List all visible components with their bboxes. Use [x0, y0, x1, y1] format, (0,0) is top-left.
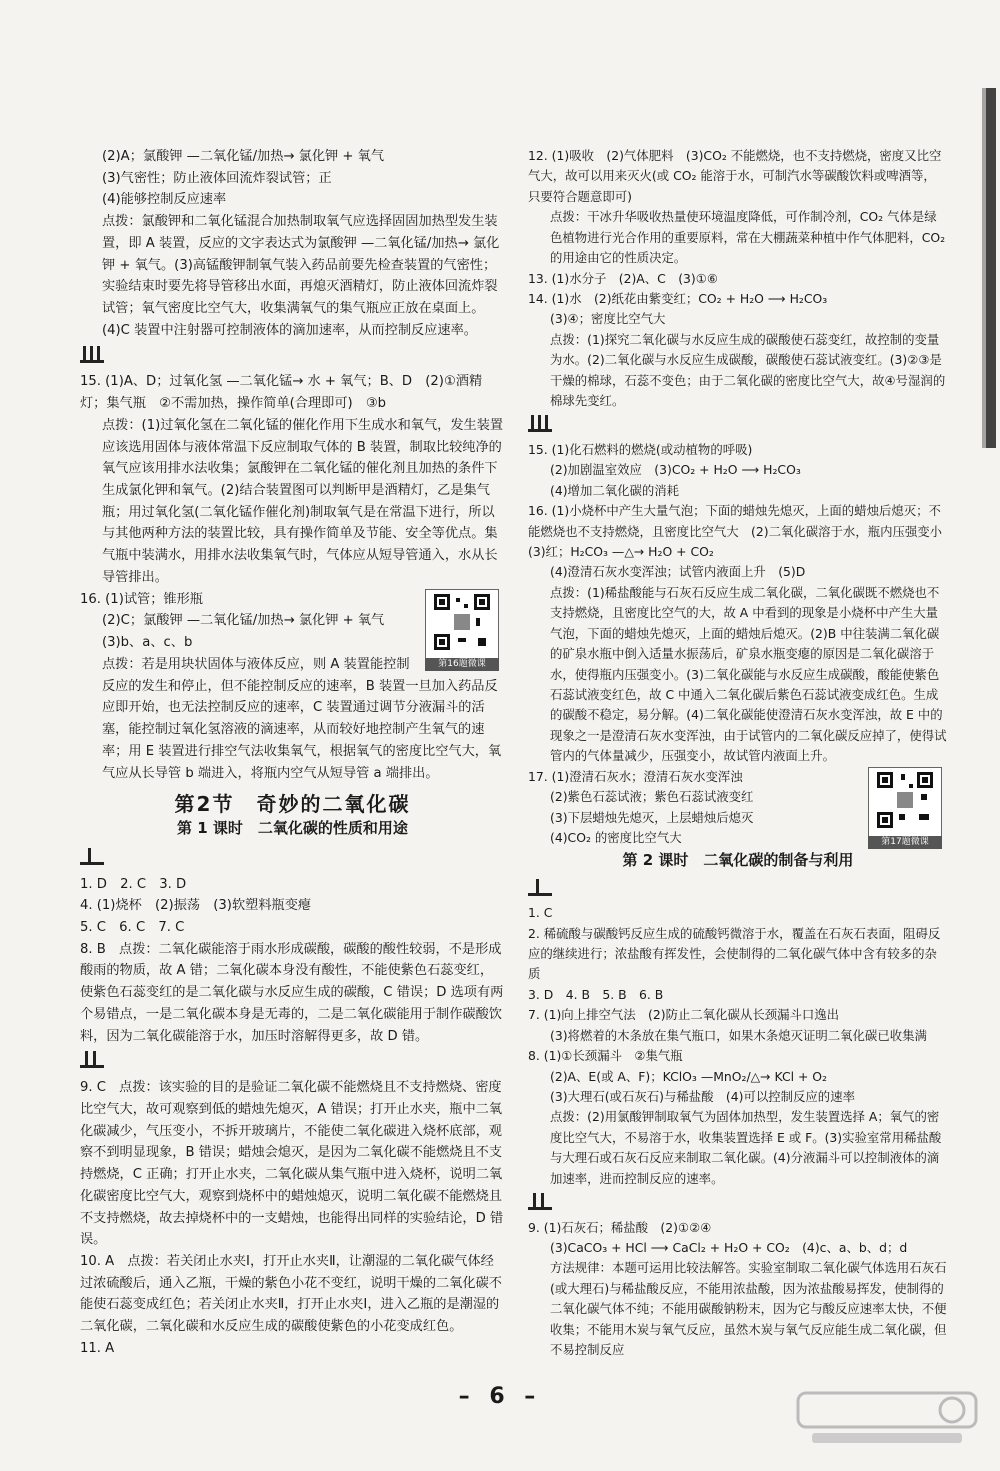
tip-q9: 方法规律：本题可运用比较法解答。实验室制取二氧化碳气体选用石灰石(或大理石)与稀盐酸反应，不能用浓盐酸，因为浓盐酸易挥发，使制得的二氧化碳气体不纯；不能用碳酸钠粉末，因为它与酸反应速率太快，不便收集；不能用木炭与氧气反应，虽然木炭与氧气反应能生成二氧化碳，但不易控制反应 [550, 1260, 947, 1358]
tip-q12: 点拨：干冰升华吸收热量使环境温度降低，可作制冷剂，CO₂ 气体是绿色植物进行光合作用的重要原料，常在大棚蔬菜种植中作气体肥料，CO₂ 的用途由它的性质决定。 [550, 209, 946, 266]
answer-line: (4)增加二氧化碳的消耗 [550, 482, 680, 498]
answer-line: 3. D 4. B 5. B 6. B [528, 986, 664, 1002]
tip-q8: 点拨：(2)用氯酸钾制取氧气为固体加热型，发生装置选择 A；氧气的密度比空气大，不易溶于水，收集装置选择 E 或 F。(3)实验室常用稀盐酸与大理石或石灰石反应来制取二氧化碳。(4)分液漏斗可以控制液体的滴加速率，进而控制反应的速率。 [550, 1109, 942, 1186]
binding-shadow [972, 88, 1000, 448]
page-number: – 6 – [458, 1384, 542, 1409]
answer-line: 1. D 2. C 3. D [80, 876, 187, 892]
answer-line: (3)b、a、c、b [102, 635, 193, 651]
level-two-marker [528, 1191, 554, 1211]
answer-q14: 14. (1)水 (2)纸花由紫变红；CO₂ + H₂O ⟶ H₂CO₃ [528, 290, 828, 306]
section-title: 第2节 奇妙的二氧化碳 [174, 792, 411, 817]
answer-line: (3)气密性；防止液体回流炸裂试管；正 [102, 170, 332, 186]
answer-line: (4)能够控制反应速率 [102, 192, 227, 208]
answer-line: (2)紫色石蕊试液；紫色石蕊试液变红 [550, 789, 754, 805]
answer-q1: 1. C [528, 905, 553, 921]
answer-q10: 10. A 点拨：若关闭止水夹Ⅰ，打开止水夹Ⅱ，让潮湿的二氧化碳气体经过浓硫酸后，通入乙瓶，干燥的紫色小花不变红，说明干燥的二氧化碳不能使石蕊变成红色；若关闭止水夹Ⅱ，打开止水夹Ⅰ，进入乙瓶的是潮湿的二氧化碳，二氧化碳和水反应生成的碳酸使紫色的小花变成红色。 [80, 1253, 502, 1335]
level-one-marker [528, 877, 554, 897]
qr-code-q17 [868, 767, 942, 849]
answer-line: (4)CO₂ 的密度比空气大 [550, 829, 682, 845]
answer-q7: 7. (1)向上排空气法 (2)防止二氧化碳从长颈漏斗口逸出 [528, 1007, 840, 1023]
answer-q8: 8. (1)①长颈漏斗 ②集气瓶 [528, 1048, 683, 1064]
left-column [80, 146, 505, 1360]
answer-q12: 12. (1)吸收 (2)气体肥料 (3)CO₂ 不能燃烧，也不支持燃烧，密度又比空气大，故可以用来灭火(或 CO₂ 能溶于水，可制汽水等碳酸饮料或啤酒等，只要符合题意即可) [528, 148, 942, 204]
tip-q16: 点拨：(1)稀盐酸能与石灰石反应生成二氧化碳，二氧化碳既不燃烧也不支持燃烧，且密度比空气的大，故 A 中看到的现象是小烧杯中产生大量气泡，下面的蜡烛先熄灭，上面的蜡烛后熄灭。(2)B 中往装满二氧化碳的矿泉水瓶中倒入适量水振荡后，矿泉水瓶变瘪的原因是二氧化碳溶于水，使得瓶内压强变小。(3)二氧化碳能与水反应生成碳酸，酸能使紫色石蕊试液变红色，故 C 中通入二氧化碳后紫色石蕊试液变成红色。生成的碳酸不稳定，易分解。(4)二氧化碳能使澄清石灰水变浑浊，故 E 中的现象之一是澄清石灰水变浑浊，由于试管内的二氧化碳反应掉了，使得试管内的气体量减少，压强变小，故试管内液面上升。 [550, 584, 947, 764]
qr-caption: 第17题微课 [868, 836, 942, 849]
answer-q17: 17. (1)澄清石灰水；澄清石灰水变浑浊 [528, 768, 743, 784]
answer-q16: 16. (1)试管；锥形瓶 [80, 591, 203, 607]
answer-line: (2)A；氯酸钾 —二氧化锰/加热→ 氯化钾 + 氧气 [102, 149, 385, 164]
answer-line: (3)CaCO₃ + HCl ⟶ CaCl₂ + H₂O + CO₂ (4)c、a、b、d；d [550, 1239, 908, 1255]
answer-line: (3)下层蜡烛先熄灭，上层蜡烛后熄灭 [550, 809, 754, 825]
tip-q15: 点拨：(1)过氧化氢在二氧化锰的催化作用下生成水和氧气，发生装置应该选用固体与液体常温下反应制取气体的 B 装置，制取比较纯净的氧气应该用排水法收集；氯酸钾在二氧化锰的催化剂且加热的条件下生成氯化钾和氧气。(2)结合装置图可以判断甲是酒精灯，乙是集气瓶；用过氧化氢(二氧化锰作催化剂)制取氧气是在常温下进行，所以与其他两种方法的装置比较，具有操作简单及节能、安全等优点。集气瓶中装满水，用排水法收集氧气时，气体应从短导管通入，水从长导管排出。 [102, 417, 504, 585]
watermark-logo [792, 1389, 982, 1449]
level-three-marker [80, 344, 106, 364]
answer-line: (2)C；氯酸钾 —二氧化锰/加热→ 氯化钾 + 氧气 [102, 613, 385, 629]
answer-line: (2)A、E(或 A、F)；KClO₃ —MnO₂/△→ KCl + O₂ [550, 1068, 828, 1084]
answer-q15: 15. (1)A、D；过氧化氢 —二氧化锰→ 水 + 氧气；B、D (2)①酒精灯；集气瓶 ②不需加热，操作简单(合理即可) ③b [80, 374, 483, 412]
qr-code-q16 [425, 589, 499, 671]
answer-line: (3)大理石(或石灰石)与稀盐酸 (4)可以控制反应的速率 [550, 1088, 855, 1104]
answer-line: (3)④；密度比空气大 [550, 311, 666, 327]
tip-q14: 点拨：(1)探究二氧化碳与水反应生成的碳酸使石蕊变红，故控制的变量为水。(2)二氧化碳与水反应生成碳酸，碳酸使石蕊试液变红。(3)②③是干燥的棉球，石蕊不变色；由于二氧化碳的密度比空气大，故④号湿润的棉球先变红。 [550, 331, 946, 409]
answer-line: (3)将燃着的木条放在集气瓶口，如果木条熄灭证明二氧化碳已收集满 [550, 1027, 927, 1043]
answer-q2: 2. 稀硫酸与碳酸钙反应生成的硫酸钙微溶于水，覆盖在石灰石表面，阻碍反应的继续进行；浓盐酸有挥发性，会使制得的二氧化碳气体中含有较多的杂质 [528, 925, 941, 982]
answer-q9: 9. (1)石灰石；稀盐酸 (2)①②④ [528, 1219, 712, 1235]
qr-code-icon [877, 772, 933, 828]
tip-q16: 点拨：若是用块状固体与液体反应，则 A 装置能控制反应的发生和停止，但不能控制反应的速率，B 装置一旦加入药品反应即开始，也无法控制反应的速率，C 装置通过调节分液漏斗的活塞，能控制过氧化氢溶液的滴速率，从而较好地控制产生氧气的速率；用 E 装置进行排空气法收集氧气，根据氧气的密度比空气大，氧气应从长导管 b 端进入，将瓶内空气从短导管 a 端排出。 [102, 656, 502, 781]
answer-line: (4)澄清石灰水变浑浊；试管内液面上升 (5)D [550, 564, 806, 580]
answer-q15: 15. (1)化石燃料的燃烧(或动植物的呼吸) [528, 441, 753, 457]
answer-q13: 13. (1)水分子 (2)A、C (3)①⑥ [528, 270, 718, 286]
answer-q11: 11. A [80, 1340, 115, 1356]
answer-line: 5. C 6. C 7. C [80, 919, 185, 935]
lesson-title: 第 2 课时 二氧化碳的制备与利用 [622, 851, 854, 870]
level-three-marker [528, 413, 554, 433]
tip-paragraph: 点拨：氯酸钾和二氧化锰混合加热制取氧气应选择固固加热型发生装置，即 A 装置，反应的文字表达式为氯酸钾 —二氧化锰/加热→ 氯化钾 + 氧气。(3)高锰酸钾制氧气装入药品前要先检查装置的气密性；实验结束时要先将导管移出水面，再熄灭酒精灯，防止液体回流炸裂试管；氧气密度比空气大，收集满氧气的集气瓶应正放在桌面上。(4)C 装置中注射器可控制液体的滴加速率，从而控制反应速率。 [102, 214, 500, 338]
qr-caption: 第16题微课 [425, 658, 499, 671]
answer-q16: 16. (1)小烧杯中产生大量气泡；下面的蜡烛先熄灭，上面的蜡烛后熄灭；不能燃烧也不支持燃烧，且密度比空气大 (2)二氧化碳溶于水，瓶内压强变小 (3)红；H₂CO₃ —△→ H₂O + CO₂ [528, 503, 955, 560]
answer-line: 4. (1)烧杯 (2)振荡 (3)软塑料瓶变瘪 [80, 898, 312, 914]
level-two-marker [80, 1049, 106, 1069]
lesson-title: 第 1 课时 二氧化碳的性质和用途 [177, 819, 408, 838]
level-one-marker [80, 846, 106, 866]
right-column [528, 146, 955, 1360]
answer-q9: 9. C 点拨：该实验的目的是验证二氧化碳不能燃烧且不支持燃烧、密度比空气大，故可观察到低的蜡烛先熄灭，A 错误；打开止水夹，瓶中二氧化碳减少，气压变小，不拆开玻璃片，不能使二氧化碳进入烧杯底部，观察不到明显现象，B 错误；蜡烛会熄灭，是因为二氧化碳不能燃烧且不支持燃烧，C 正确；打开止水夹，二氧化碳从集气瓶中进入烧杯，说明二氧化碳密度比空气大，观察到烧杯中的蜡烛熄灭，说明二氧化碳不能燃烧且不支持燃烧，故去掉烧杯中的一支蜡烛，也能得出同样的实验结论，D 错误。 [80, 1080, 504, 1248]
answer-q8: 8. B 点拨：二氧化碳能溶于雨水形成碳酸，碳酸的酸性较弱，不是形成酸雨的物质，故 A 错；二氧化碳本身没有酸性，不能使紫色石蕊变红，使紫色石蕊变红的是二氧化碳与水反应生成的碳酸，C 错误；D 选项有两个易错点，一是二氧化碳本身是无毒的，二是二氧化碳能用于制作碳酸饮料，因为二氧化碳能溶于水，加压时溶解得更多，故 D 错。 [80, 941, 504, 1044]
qr-code-icon [434, 594, 490, 650]
answer-line: (2)加剧温室效应 (3)CO₂ + H₂O ⟶ H₂CO₃ [550, 462, 801, 478]
